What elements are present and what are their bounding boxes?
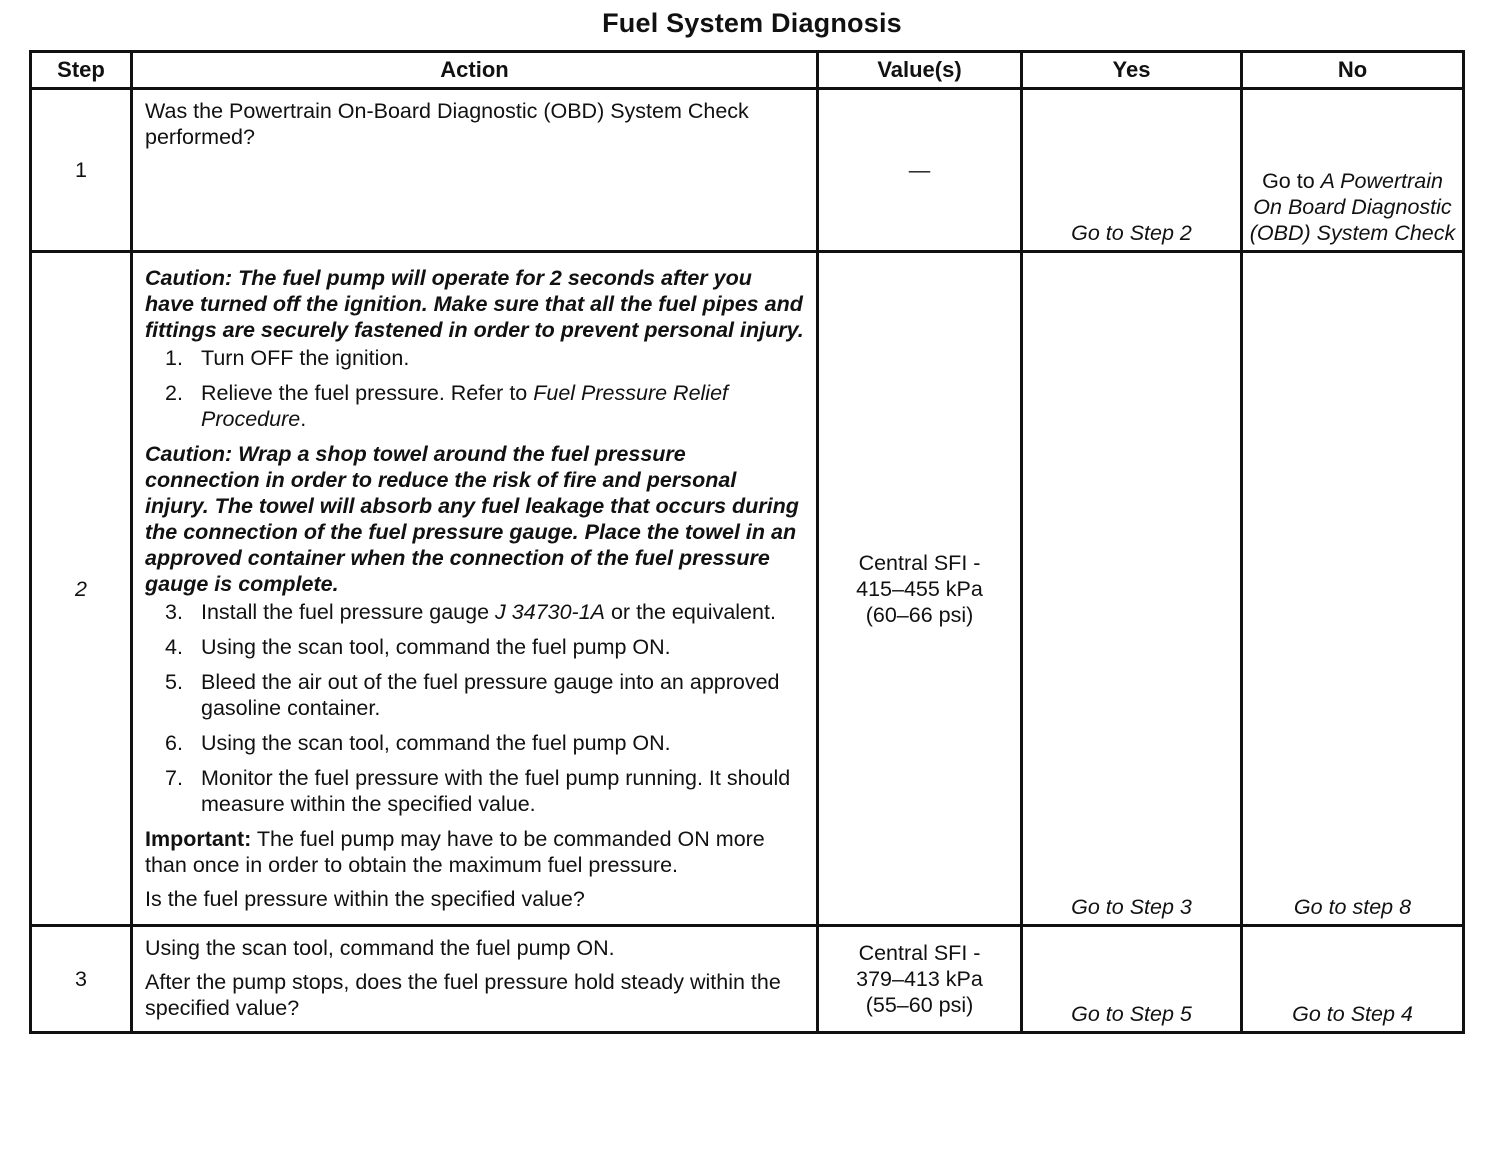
step-number: 2 [31, 252, 132, 926]
value-line: Central SFI - [858, 941, 981, 965]
header-values: Value(s) [818, 52, 1022, 89]
list-number: 6. [165, 731, 183, 755]
action-cell [132, 926, 818, 1033]
action-question: After the pump stops, does the fuel pressure hold steady within the specified value? [145, 970, 781, 1020]
important-label: Important: [145, 827, 252, 851]
important-note [145, 826, 806, 878]
caution-note: Caution: Wrap a shop towel around the fuel pressure connection in order to reduce the risk of fire and personal injury. The towel will absorb any fuel leakage that occurs during the connection of the fuel pressure gauge. Place the towel in an approved container when the connection of the fuel pressure gauge is complete. [145, 442, 799, 596]
list-number: 4. [165, 635, 183, 659]
table-header-row [31, 52, 1464, 89]
list-item [145, 669, 806, 721]
list-text: Using the scan tool, command the fuel pump ON. [201, 731, 671, 755]
list-text-suffix: . [300, 407, 307, 431]
procedure-list [145, 345, 806, 432]
value-cell: — [818, 89, 1022, 252]
no-cell [1242, 89, 1464, 252]
list-text: Bleed the air out of the fuel pressure gauge into an approved gasoline container. [201, 670, 780, 720]
list-item [145, 599, 806, 625]
action-line: Using the scan tool, command the fuel pump ON. [145, 936, 615, 960]
action-cell [132, 252, 818, 926]
no-reference: A Powertrain On Board Diagnostic (OBD) System Check [1249, 169, 1456, 245]
list-item [145, 634, 806, 660]
page-title: Fuel System Diagnosis [602, 8, 902, 38]
yes-cell: Go to Step 2 [1022, 89, 1242, 252]
list-number: 3. [165, 600, 183, 624]
list-text: Relieve the fuel pressure. Refer to [201, 381, 534, 405]
no-prefix: Go to [1262, 169, 1315, 193]
list-text-suffix: or the equivalent. [605, 600, 776, 624]
yes-cell: Go to Step 3 [1022, 252, 1242, 926]
table-row [31, 252, 1464, 926]
action-cell [132, 89, 818, 252]
header-step: Step [31, 52, 132, 89]
procedure-list [145, 599, 806, 817]
important-text: The fuel pump may have to be commanded ON more than once in order to obtain the maximum fuel pressure. [145, 827, 765, 877]
step-number: 3 [31, 926, 132, 1033]
value-line: 379–413 kPa [856, 967, 983, 991]
procedure-reference: Fuel Pressure Relief Procedure [201, 381, 729, 431]
tool-reference: J 34730-1A [495, 600, 605, 624]
step-number: 1 [31, 89, 132, 252]
table-row [31, 926, 1464, 1033]
value-cell [818, 926, 1022, 1033]
value-line: 415–455 kPa [856, 576, 983, 601]
list-item [145, 380, 806, 432]
header-no: No [1242, 52, 1464, 89]
fuel-diagnosis-table [29, 50, 1465, 1034]
value-cell [818, 252, 1022, 926]
header-action: Action [132, 52, 818, 89]
caution-note: Caution: The fuel pump will operate for 2 seconds after you have turned off the ignition. Make sure that all the fuel pipes and fittings are securely fastened in order to prevent personal injury. [145, 266, 804, 342]
header-yes: Yes [1022, 52, 1242, 89]
list-text: Turn OFF the ignition. [201, 346, 410, 370]
list-text: Using the scan tool, command the fuel pump ON. [201, 635, 671, 659]
no-cell: Go to step 8 [1242, 252, 1464, 926]
value-line: (60–66 psi) [865, 602, 974, 627]
list-text: Monitor the fuel pressure with the fuel pump running. It should measure within the specified value. [201, 766, 791, 816]
list-text: Install the fuel pressure gauge [201, 600, 496, 624]
list-number: 7. [165, 766, 183, 790]
list-number: 1. [165, 346, 183, 370]
table-row [31, 89, 1464, 252]
action-question: Was the Powertrain On-Board Diagnostic (OBD) System Check performed? [145, 99, 749, 149]
list-number: 2. [165, 381, 183, 405]
value-line: Central SFI - [858, 550, 981, 575]
list-item [145, 765, 806, 817]
yes-cell: Go to Step 5 [1022, 926, 1242, 1033]
action-question: Is the fuel pressure within the specified value? [145, 887, 585, 911]
list-item [145, 730, 806, 756]
list-number: 5. [165, 670, 183, 694]
no-cell: Go to Step 4 [1242, 926, 1464, 1033]
list-item [145, 345, 806, 371]
value-line: (55–60 psi) [865, 993, 974, 1017]
